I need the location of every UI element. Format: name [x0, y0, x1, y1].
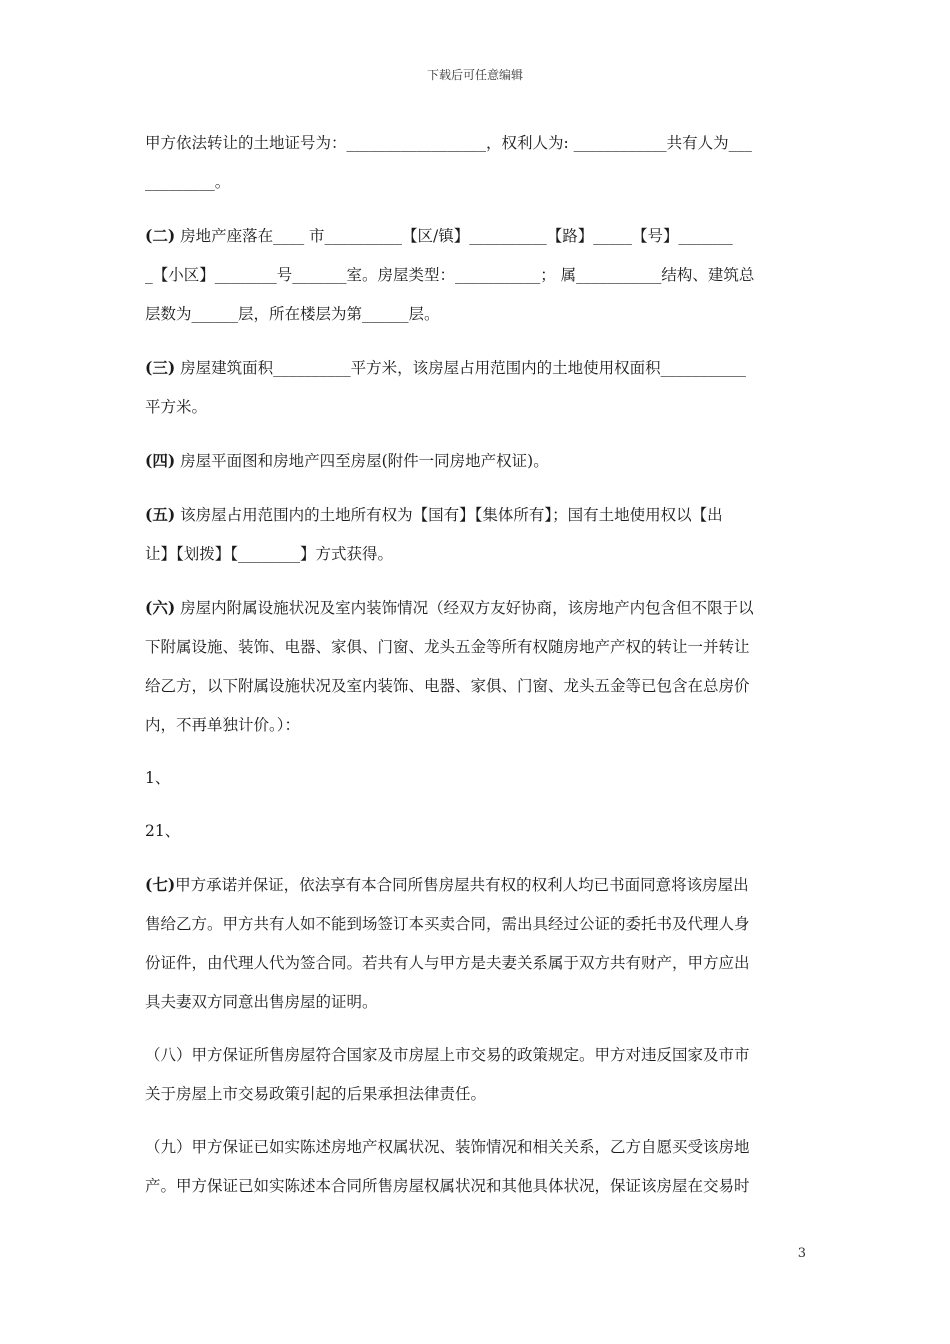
section-number: （八）: [145, 1046, 192, 1064]
text-line: 房地产座落在____ 市__________【区/镇】__________【路】_____【号】_______: [180, 227, 733, 245]
text-line: 该房屋占用范围内的土地所有权为【国有】【集体所有】；国有土地使用权以【出: [180, 506, 723, 524]
text-line: 甲方保证已如实陈述房地产权属状况、装饰情况和相关关系，乙方自愿买受该房地: [191, 1138, 750, 1156]
paragraph-facilities: [145, 588, 807, 745]
text-line: 关于房屋上市交易政策引起的后果承担法律责任。: [145, 1085, 487, 1103]
section-number: （九）: [145, 1138, 192, 1156]
section-number: (五): [145, 505, 176, 524]
text-line: 房屋内附属设施状况及室内装饰情况（经双方友好协商，该房地产内包含但不限于以: [180, 599, 754, 617]
paragraph-land-certificate: [145, 124, 807, 202]
paragraph-land-ownership: [145, 495, 807, 574]
paragraph-policy-compliance: [145, 1036, 807, 1114]
text-line: 甲方依法转让的土地证号为：__________________，权利人为: ____________共有人为___: [145, 134, 752, 152]
contract-body: [145, 124, 807, 1220]
text-line: 1、: [145, 769, 171, 787]
page-number: 3: [797, 1246, 806, 1261]
text-line: 甲方承诺并保证，依法享有本合同所售房屋共有权的权利人均已书面同意将该房屋出: [175, 876, 749, 894]
paragraph-building-area: [145, 348, 807, 427]
text-line: 售给乙方。甲方共有人如不能到场签订本买卖合同，需出具经过公证的委托书及代理人身: [145, 915, 750, 933]
text-line: _________。: [145, 173, 231, 191]
section-number: (四): [145, 451, 176, 470]
text-line: 产。甲方保证已如实陈述本合同所售房屋权属状况和其他具体状况，保证该房屋在交易时: [145, 1177, 750, 1195]
text-line: 层数为______层，所在楼层为第______层。: [145, 305, 440, 323]
text-line: 给乙方，以下附属设施状况及室内装饰、电器、家俱、门窗、龙头五金等已包含在总房价: [145, 677, 750, 695]
text-line: _【小区】________号_______室。房屋类型：___________； 属___________结构、建筑总: [145, 266, 755, 284]
text-line: 房屋平面图和房地产四至房屋(附件一同房地产权证)。: [180, 452, 549, 470]
section-number: (七): [145, 875, 176, 894]
text-line: 让】【划拨】【________】方式获得。: [145, 545, 394, 563]
list-item: [145, 812, 807, 851]
section-number: (二): [145, 226, 176, 245]
section-number: (六): [145, 598, 176, 617]
paragraph-floor-plan: [145, 441, 807, 481]
section-number: (三): [145, 358, 176, 377]
text-line: 房屋建筑面积__________平方米，该房屋占用范围内的土地使用权面积___________: [180, 359, 746, 377]
paragraph-truthful-disclosure: [145, 1128, 807, 1206]
list-item: [145, 759, 807, 798]
text-line: 平方米。: [145, 398, 208, 416]
paragraph-co-owner-consent: [145, 865, 807, 1022]
text-line: 下附属设施、装饰、电器、家俱、门窗、龙头五金等所有权随房地产产权的转让一并转让: [145, 638, 750, 656]
text-line: 21、: [145, 822, 181, 840]
text-line: 具夫妻双方同意出售房屋的证明。: [145, 993, 378, 1011]
page-header-note: 下载后可任意编辑: [426, 68, 523, 82]
text-line: 份证件，由代理人代为签合同。若共有人与甲方是夫妻关系属于双方共有财产，甲方应出: [145, 954, 750, 972]
paragraph-property-location: [145, 216, 807, 334]
text-line: 甲方保证所售房屋符合国家及市房屋上市交易的政策规定。甲方对违反国家及市市: [191, 1046, 750, 1064]
text-line: 内，不再单独计价。）：: [145, 716, 301, 734]
